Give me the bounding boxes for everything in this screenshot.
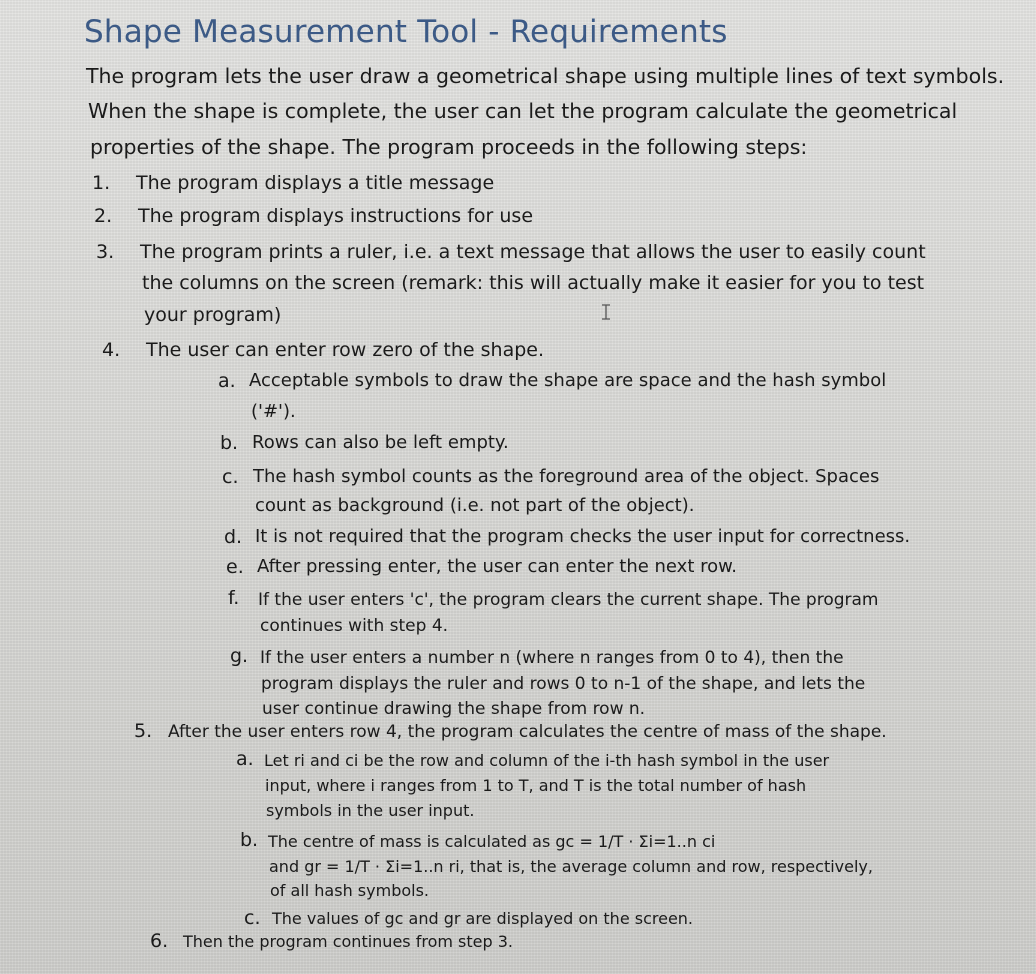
step-6-text: Then the program continues from step 3. [183, 932, 513, 951]
step-4c-line-1: The hash symbol counts as the foreground area of the object. Spaces [253, 466, 880, 487]
text-cursor-icon [601, 304, 611, 320]
step-4c-line-2: count as background (i.e. not part of the object). [255, 495, 695, 516]
step-1-number: 1. [92, 172, 111, 194]
step-4f-line-2: continues with step 4. [260, 616, 449, 636]
step-4-number: 4. [102, 339, 121, 361]
step-3-text-line-1: The program prints a ruler, i.e. a text message that allows the user to easily count [140, 241, 926, 263]
step-5b-letter: b. [240, 829, 259, 851]
intro-line-1: The program lets the user draw a geometrical shape using multiple lines of text symbols. [86, 64, 1005, 88]
step-5-number: 5. [134, 720, 153, 742]
step-1-text: The program displays a title message [136, 172, 495, 194]
step-5a-line-2: input, where i ranges from 1 to T, and T is the total number of hash [265, 776, 807, 795]
step-4g-line-2: program displays the ruler and rows 0 to n-1 of the shape, and lets the [261, 674, 866, 694]
step-4g-line-3: user continue drawing the shape from row n. [262, 699, 646, 719]
step-4g-line-1: If the user enters a number n (where n ranges from 0 to 4), then the [260, 648, 844, 668]
step-6-number: 6. [150, 930, 169, 952]
step-4f-letter: f. [228, 587, 240, 609]
step-4b-line-1: Rows can also be left empty. [252, 432, 509, 453]
step-4c-letter: c. [222, 466, 239, 488]
step-5a-letter: a. [236, 748, 254, 770]
step-4b-letter: b. [220, 432, 239, 454]
intro-line-2: When the shape is complete, the user can let the program calculate the geometrical [88, 99, 958, 123]
page-title: Shape Measurement Tool - Requirements [84, 14, 728, 50]
step-5a-line-1: Let ri and ci be the row and column of the i-th hash symbol in the user [264, 751, 830, 770]
step-3-text-line-3: your program) [144, 304, 282, 326]
step-4f-line-1: If the user enters 'c', the program clears the current shape. The program [258, 590, 879, 610]
step-4d-letter: d. [224, 526, 243, 548]
step-4g-letter: g. [230, 645, 249, 667]
step-3-text-line-2: the columns on the screen (remark: this will actually make it easier for you to test [142, 272, 925, 294]
step-4d-line-1: It is not required that the program checks the user input for correctness. [255, 526, 911, 547]
intro-line-3: properties of the shape. The program proceeds in the following steps: [90, 135, 808, 159]
step-5-text: After the user enters row 4, the program calculates the centre of mass of the shape. [168, 722, 887, 742]
step-5b-line-1: The centre of mass is calculated as gc = 1/T · Σi=1..n ci [268, 832, 716, 851]
step-4a-line-2: ('#'). [251, 401, 296, 422]
step-2-text: The program displays instructions for use [138, 205, 534, 227]
step-5b-line-3: of all hash symbols. [270, 881, 429, 900]
step-4e-letter: e. [226, 556, 244, 578]
step-5b-line-2: and gr = 1/T · Σi=1..n ri, that is, the average column and row, respectively, [269, 857, 873, 876]
step-4a-letter: a. [218, 370, 236, 392]
step-4-text: The user can enter row zero of the shape. [146, 339, 545, 361]
step-2-number: 2. [94, 205, 113, 227]
step-3-number: 3. [96, 241, 115, 263]
step-4a-line-1: Acceptable symbols to draw the shape are space and the hash symbol [249, 370, 887, 391]
step-5c-line-1: The values of gc and gr are displayed on the screen. [272, 909, 694, 928]
step-4e-line-1: After pressing enter, the user can enter the next row. [257, 556, 737, 577]
step-5c-letter: c. [244, 907, 261, 929]
step-5a-line-3: symbols in the user input. [266, 801, 475, 820]
